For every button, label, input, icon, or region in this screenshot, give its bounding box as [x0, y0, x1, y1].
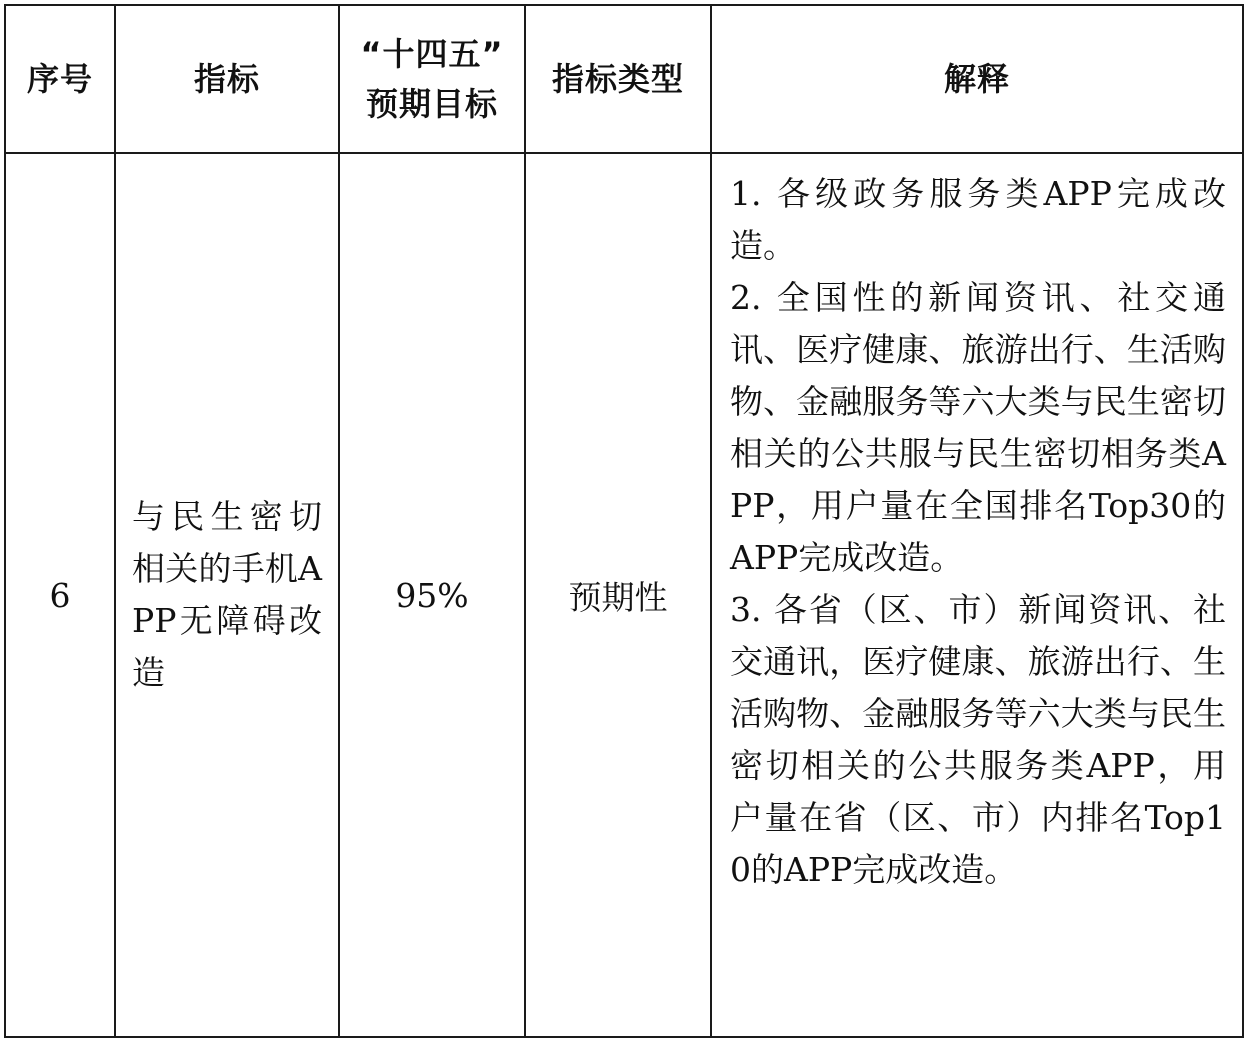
cell-target: 95% [339, 153, 525, 1037]
header-indicator: 指标 [115, 5, 339, 153]
table-row [5, 153, 1243, 1037]
header-target [339, 5, 525, 153]
cell-explanation [711, 153, 1243, 1037]
header-target-line1: “十四五” [360, 35, 504, 73]
explanation-item-2: 2. 全国性的新闻资讯、社交通讯、医疗健康、旅游出行、生活购物、金融服务等六大类与民生密切相关的公共服与民生密切相务类APP，用户量在全国排名Top30的APP完成改造。 [730, 278, 1226, 577]
indicator-table [4, 4, 1244, 1038]
header-seq: 序号 [5, 5, 115, 153]
cell-seq: 6 [5, 153, 115, 1037]
table-body [5, 153, 1243, 1037]
table-header [5, 5, 1243, 153]
explanation-item-1: 1. 各级政务服务类APP完成改造。 [730, 174, 1226, 265]
cell-type: 预期性 [525, 153, 711, 1037]
cell-indicator: 与民生密切相关的手机APP无障碍改造 [115, 153, 339, 1037]
explanation-item-3: 3. 各省（区、市）新闻资讯、社交通讯，医疗健康、旅游出行、生活购物、金融服务等六大类与民生密切相关的公共服务类APP，用户量在省（区、市）内排名Top10的APP完成改造。 [730, 590, 1226, 889]
header-target-line2: 预期目标 [365, 85, 498, 123]
header-row [5, 5, 1243, 153]
header-explanation: 解释 [711, 5, 1243, 153]
header-type: 指标类型 [525, 5, 711, 153]
